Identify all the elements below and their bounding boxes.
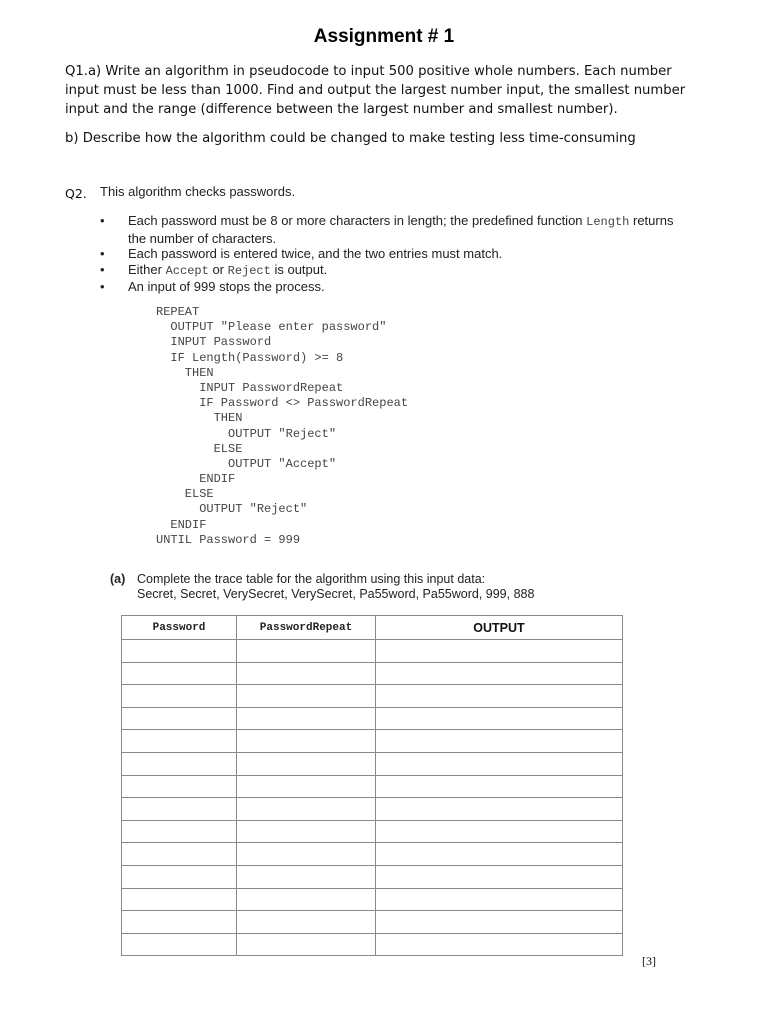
password-repeat-cell[interactable] bbox=[237, 775, 376, 798]
password-cell[interactable] bbox=[122, 933, 237, 956]
bullet-1-text-start: Each password must be 8 or more characters in length; the predefined function bbox=[128, 213, 583, 228]
password-repeat-cell[interactable] bbox=[237, 707, 376, 730]
bullet-icon: • bbox=[100, 213, 105, 228]
output-cell[interactable] bbox=[376, 865, 623, 888]
output-cell[interactable] bbox=[376, 843, 623, 866]
question-2-intro: This algorithm checks passwords. bbox=[100, 184, 296, 199]
output-cell[interactable] bbox=[376, 707, 623, 730]
table-row bbox=[122, 707, 623, 730]
output-cell[interactable] bbox=[376, 685, 623, 708]
code-line: THEN bbox=[156, 411, 243, 426]
table-row bbox=[122, 820, 623, 843]
password-cell[interactable] bbox=[122, 798, 237, 821]
bullet-icon: • bbox=[100, 261, 105, 277]
output-cell[interactable] bbox=[376, 752, 623, 775]
password-cell[interactable] bbox=[122, 843, 237, 866]
pseudocode-block bbox=[156, 305, 408, 548]
output-cell[interactable] bbox=[376, 798, 623, 821]
header-output: OUTPUT bbox=[376, 616, 623, 640]
part-a-label: (a) bbox=[110, 572, 126, 586]
question-1a-text: Q1.a) Write an algorithm in pseudocode to input 500 positive whole numbers. Each number input must be less than 1000. Find and output the largest number input, the smallest number input and the range (difference between the largest number and smallest number). bbox=[65, 64, 686, 117]
password-cell[interactable] bbox=[122, 775, 237, 798]
bullet-2-text: Each password is entered twice, and the two entries must match. bbox=[128, 246, 503, 261]
table-row bbox=[122, 685, 623, 708]
list-item bbox=[100, 246, 690, 262]
password-repeat-cell[interactable] bbox=[237, 820, 376, 843]
code-line: ENDIF bbox=[156, 472, 236, 487]
code-line: THEN bbox=[156, 365, 214, 380]
bullet-4-text: An input of 999 stops the process. bbox=[128, 279, 325, 294]
list-item bbox=[100, 213, 690, 246]
table-row bbox=[122, 865, 623, 888]
code-line: ENDIF bbox=[156, 517, 207, 532]
output-cell[interactable] bbox=[376, 820, 623, 843]
table-row bbox=[122, 640, 623, 663]
bullet-icon: • bbox=[100, 279, 105, 294]
code-line: ELSE bbox=[156, 441, 243, 456]
table-row bbox=[122, 888, 623, 911]
trace-table-body bbox=[122, 640, 623, 956]
table-row bbox=[122, 843, 623, 866]
reject-code: Reject bbox=[227, 263, 271, 278]
bullet-1-text-end: returns the number of characters. bbox=[128, 213, 674, 246]
part-a-input-data: Secret, Secret, VerySecret, VerySecret, Pa55word, Pa55word, 999, 888 bbox=[137, 587, 535, 601]
table-row bbox=[122, 798, 623, 821]
list-item bbox=[100, 262, 690, 280]
code-line: IF Password <> PasswordRepeat bbox=[156, 396, 409, 411]
bullet-3-text-start: Either bbox=[128, 261, 162, 277]
password-cell[interactable] bbox=[122, 730, 237, 753]
table-row bbox=[122, 775, 623, 798]
password-repeat-cell[interactable] bbox=[237, 752, 376, 775]
part-a-prompt: Complete the trace table for the algorithm using this input data: bbox=[137, 572, 486, 586]
table-header-row bbox=[122, 616, 623, 640]
accept-code: Accept bbox=[165, 263, 209, 278]
password-cell[interactable] bbox=[122, 662, 237, 685]
question-2-label: Q2. bbox=[65, 186, 87, 201]
password-repeat-cell[interactable] bbox=[237, 843, 376, 866]
table-row bbox=[122, 911, 623, 934]
table-row bbox=[122, 933, 623, 956]
code-line: IF Length(Password) >= 8 bbox=[156, 350, 344, 365]
password-repeat-cell[interactable] bbox=[237, 865, 376, 888]
code-line: OUTPUT "Accept" bbox=[156, 456, 337, 471]
output-cell[interactable] bbox=[376, 662, 623, 685]
bullet-3-text-end: is output. bbox=[274, 261, 328, 277]
code-line: INPUT PasswordRepeat bbox=[156, 380, 344, 395]
code-line: REPEAT bbox=[156, 305, 200, 319]
bullet-icon: • bbox=[100, 246, 105, 261]
marks-indicator: [3] bbox=[642, 954, 656, 968]
password-repeat-cell[interactable] bbox=[237, 685, 376, 708]
part-a-instructions bbox=[110, 572, 534, 602]
table-row bbox=[122, 662, 623, 685]
password-repeat-cell[interactable] bbox=[237, 662, 376, 685]
length-function-code: Length bbox=[586, 215, 630, 229]
password-repeat-cell[interactable] bbox=[237, 798, 376, 821]
password-repeat-cell[interactable] bbox=[237, 640, 376, 663]
password-repeat-cell[interactable] bbox=[237, 730, 376, 753]
requirements-list bbox=[100, 213, 690, 295]
table-row bbox=[122, 730, 623, 753]
password-repeat-cell[interactable] bbox=[237, 911, 376, 934]
password-cell[interactable] bbox=[122, 888, 237, 911]
trace-table bbox=[121, 615, 623, 956]
output-cell[interactable] bbox=[376, 933, 623, 956]
password-cell[interactable] bbox=[122, 865, 237, 888]
code-line: OUTPUT "Please enter password" bbox=[156, 320, 387, 335]
password-cell[interactable] bbox=[122, 640, 237, 663]
code-line: ELSE bbox=[156, 487, 214, 502]
password-cell[interactable] bbox=[122, 685, 237, 708]
password-repeat-cell[interactable] bbox=[237, 933, 376, 956]
code-line: INPUT Password bbox=[156, 335, 272, 350]
question-1b-text: b) Describe how the algorithm could be changed to make testing less time-consuming bbox=[65, 131, 636, 146]
bullet-3-text-mid: or bbox=[212, 261, 224, 277]
output-cell[interactable] bbox=[376, 888, 623, 911]
output-cell[interactable] bbox=[376, 730, 623, 753]
password-cell[interactable] bbox=[122, 911, 237, 934]
code-line: OUTPUT "Reject" bbox=[156, 426, 337, 441]
code-line: OUTPUT "Reject" bbox=[156, 502, 308, 517]
table-row bbox=[122, 752, 623, 775]
output-cell[interactable] bbox=[376, 775, 623, 798]
password-cell[interactable] bbox=[122, 707, 237, 730]
output-cell[interactable] bbox=[376, 640, 623, 663]
password-cell[interactable] bbox=[122, 752, 237, 775]
part-a-line-1 bbox=[110, 572, 534, 587]
page-title: Assignment # 1 bbox=[313, 26, 455, 47]
password-repeat-cell[interactable] bbox=[237, 888, 376, 911]
list-item bbox=[100, 279, 690, 295]
header-password-repeat: PasswordRepeat bbox=[237, 616, 376, 640]
password-cell[interactable] bbox=[122, 820, 237, 843]
header-password: Password bbox=[122, 616, 237, 640]
code-line: UNTIL Password = 999 bbox=[156, 532, 301, 547]
output-cell[interactable] bbox=[376, 911, 623, 934]
